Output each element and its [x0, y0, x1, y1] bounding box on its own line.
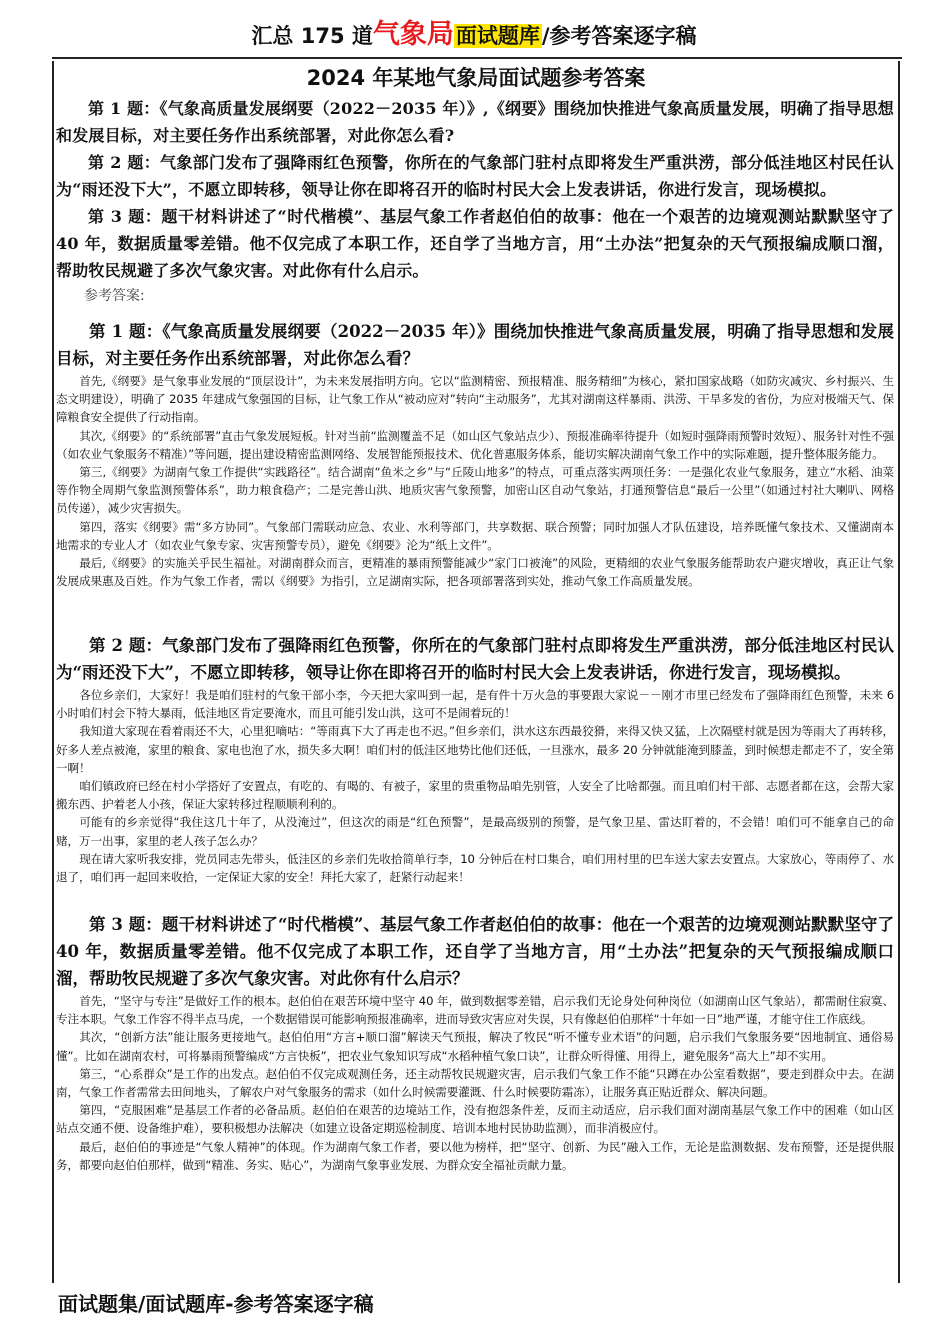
page-footer: 面试题集/面试题库-参考答案逐字稿: [58, 1292, 374, 1316]
answer-1-paragraph: 首先,《纲要》是气象事业发展的“顶层设计”，为未来发展指明方向。它以“监测精密、预报精准、服务精细”为核心，紧扣国家战略（如防灾减灾、乡村振兴、生态文明建设），明确了 2035 年建成气象强国的目标，让气象工作从“被动应对”转向“主动服务”，尤其对湖南这样暴雨、洪涝、干旱多发的省份，为应对极端天气、保障粮食安全提供了行动指南。: [56, 374, 894, 425]
answer-1-question: 第 1 题：《气象高质量发展纲要（2022－2035 年）》围绕加快推进气象高质量发展，明确了指导思想和发展目标，对主要任务作出系统部署，对此你怎么看？: [56, 322, 894, 368]
answer-3-question: 第 3 题：题干材料讲述了“时代楷模”、基层气象工作者赵伯伯的故事：他在一个艰苦的边境观测站默默坚守了 40 年，数据质量零差错。他不仅完成了本职工作，还自学了当地方言，用“土办法”把复杂的天气预报编成顺口溜，帮助牧民规避了多次气象灾害。对此你有什么启示？: [56, 915, 894, 988]
question-3: 第 3 题：题干材料讲述了“时代楷模”、基层气象工作者赵伯伯的故事：他在一个艰苦的边境观测站默默坚守了 40 年，数据质量零差错。他不仅完成了本职工作，还自学了当地方言，用“土办法”把复杂的天气预报编成顺口溜，帮助牧民规避了多次气象灾害。对此你有什么启示。: [56, 207, 894, 280]
header-highlight-red: 气象局: [372, 19, 454, 50]
question-2: 第 2 题：气象部门发布了强降雨红色预警，你所在的气象部门驻村点即将发生严重洪涝，部分低洼地区村民任认为“雨还没下大”，不愿立即转移，领导让你在即将召开的临时村民大会上发表讲话，你进行发言，现场模拟。: [56, 153, 894, 199]
answer-3-section: [56, 911, 894, 1174]
header-prefix: 汇总 175 道: [251, 24, 373, 48]
header-suffix: /参考答案逐字稿: [541, 24, 697, 48]
reference-answer-label: 参考答案:: [84, 288, 145, 304]
answer-2-paragraph: 可能有的乡亲觉得“我住这几十年了，从没淹过”，但这次的雨是“红色预警”，是最高级别的预警，是气象卫星、雷达盯着的，不会错！咱们可不能拿自己的命赌，万一出事，家里的老人孩子怎么办？: [56, 815, 894, 848]
answer-2-paragraph: 各位乡亲们，大家好！我是咱们驻村的气象干部小李，今天把大家叫到一起，是有件十万火急的事要跟大家说－－刚才市里已经发布了强降雨红色预警，未来 6 小时咱们村会下特大暴雨，低洼地区肯定要淹水，而且可能引发山洪，这可不是闹着玩的！: [56, 688, 894, 721]
answer-2-section: [56, 632, 894, 886]
questions-section: [56, 95, 894, 308]
answer-1-paragraph: 最后,《纲要》的实施关乎民生福祉。对湖南群众而言，更精准的暴雨预警能减少“家门口被淹”的风险，更精细的农业气象服务能帮助农户避灾增收，真正让气象发展成果惠及百姓。作为气象工作者，需以《纲要》为指引，立足湖南实际，把各项部署落到实处，推动气象工作高质量发展。: [56, 556, 894, 589]
header-divider: [52, 57, 902, 59]
answer-3-paragraph: 其次，“创新方法”能让服务更接地气。赵伯伯用“方言+顺口溜”解读天气预报，解决了牧民“听不懂专业术语”的问题，启示我们气象服务要“因地制宜、通俗易懂”。比如在湖南农村，可将暴雨预警编成“方言快板”，把农业气象知识写成“水稻种植气象口诀”，让群众听得懂、用得上，避免服务“高大上”却不实用。: [56, 1030, 894, 1063]
answer-1-paragraph: 第四，落实《纲要》需“多方协同”。气象部门需联动应急、农业、水利等部门，共享数据、联合预警；同时加强人才队伍建设，培养既懂气象技术、又懂湖南本地需求的专业人才（如农业气象专家、灾害预警专员），避免《纲要》沦为“纸上文件”。: [56, 519, 894, 552]
answer-1-paragraph: 第三,《纲要》为湖南气象工作提供“实践路径”。结合湖南“鱼米之乡”与“丘陵山地多”的特点，可重点落实两项任务：一是强化农业气象服务，建立“水稻、油菜等作物全周期气象监测预警体系”，助力粮食稳产；二是完善山洪、地质灾害气象预警，加密山区自动气象站，打通预警信息“最后一公里”（如通过村社大喇叭、网格员传递），减少灾害损失。: [56, 465, 894, 516]
header-highlight-yellow: 面试题库: [455, 24, 540, 48]
answer-3-paragraph: 首先，“坚守与专注”是做好工作的根本。赵伯伯在艰苦环境中坚守 40 年，做到数据零差错，启示我们无论身处何种岗位（如湖南山区气象站），都需耐住寂寞、专注本职。气象工作容不得半点马虎，一个数据错误可能影响预报准确率，进而导致灾害应对失误，只有像赵伯伯那样“十年如一日”地严谨，才能守住工作底线。: [56, 994, 894, 1027]
answer-1-section: [56, 318, 894, 590]
answer-2-paragraph: 我知道大家现在看着雨还不大，心里犯嘀咕：“等雨真下大了再走也不迟。”但乡亲们，洪水这东西最狡猾，来得又快又猛，上次隔壁村就是因为等雨大了再转移，好多人差点被淹，家里的粮食、家电也泡了水，损失多大啊！咱们村的低洼区地势比他们还低，一旦涨水，最多 20 分钟就能淹到膝盖，到时候想走都走不了，安全第一啊！: [56, 724, 894, 775]
question-1: 第 1 题：《气象高质量发展纲要（2022－2035 年）》,《纲要》围绕加快推进气象高质量发展，明确了指导思想和发展目标，对主要任务作出系统部署，对此你怎么看?: [56, 99, 894, 145]
answer-2-paragraph: 咱们镇政府已经在村小学搭好了安置点，有吃的、有喝的、有被子，家里的贵重物品咱先别管，人安全了比啥都强。而且咱们村干部、志愿者都在这，会帮大家搬东西、护着老人小孩，保证大家转移过程顺顺利利的。: [56, 779, 894, 812]
answer-2-paragraph: 现在请大家听我安排，党员同志先带头，低洼区的乡亲们先收拾简单行李，10 分钟后在村口集合，咱们用村里的巴车送大家去安置点。大家放心，等雨停了、水退了，咱们再一起回来收拾，一定保证大家的安全！拜托大家了，赶紧行动起来！: [56, 851, 894, 885]
document-title: 2024 年某地气象局面试题参考答案: [306, 66, 646, 90]
answer-1-paragraph: 其次,《纲要》的“系统部署”直击气象发展短板。针对当前“监测覆盖不足（如山区气象站点少）、预报准确率待提升（如短时强降雨预警时效短）、服务针对性不强（如农业气象服务不精准）”等问题，提出建设精密监测网络、发展智能预报技术、优化普惠服务体系，能切实解决湖南气象工作中的实际难题，提升整体服务能力。: [56, 428, 894, 461]
answer-3-paragraph: 第四，“克服困难”是基层工作者的必备品质。赵伯伯在艰苦的边境站工作，没有抱怨条件差，反而主动适应，启示我们面对湖南基层气象工作中的困难（如山区站点交通不便、设备维护难），要积极想办法解决（如建立设备定期巡检制度、培训本地村民协助监测），而非消极应付。: [56, 1103, 894, 1136]
answer-2-question: 第 2 题：气象部门发布了强降雨红色预警，你所在的气象部门驻村点即将发生严重洪涝，部分低洼地区村民认为“雨还没下大”，不愿立即转移，领导让你在即将召开的临时村民大会上发表讲话，你进行发言，现场模拟。: [56, 636, 894, 682]
answer-3-paragraph: 第三，“心系群众”是工作的出发点。赵伯伯不仅完成观测任务，还主动帮牧民规避灾害，启示我们气象工作不能“只蹲在办公室看数据”，要走到群众中去。在湖南，气象工作者需常去田间地头，了解农户对气象服务的需求（如什么时候需要灌溉、什么时候要防霜冻），让服务真正贴近群众、解决问题。: [56, 1066, 894, 1100]
page-header: [0, 18, 948, 52]
answer-3-paragraph: 最后，赵伯伯的事迹是“气象人精神”的体现。作为湖南气象工作者，要以他为榜样，把“坚守、创新、为民”融入工作，无论是监测数据、发布预警，还是提供服务，都要向赵伯伯那样，做到“精准、务实、贴心”，为湖南气象事业发展、为群众安全福祉贡献力量。: [56, 1139, 894, 1172]
